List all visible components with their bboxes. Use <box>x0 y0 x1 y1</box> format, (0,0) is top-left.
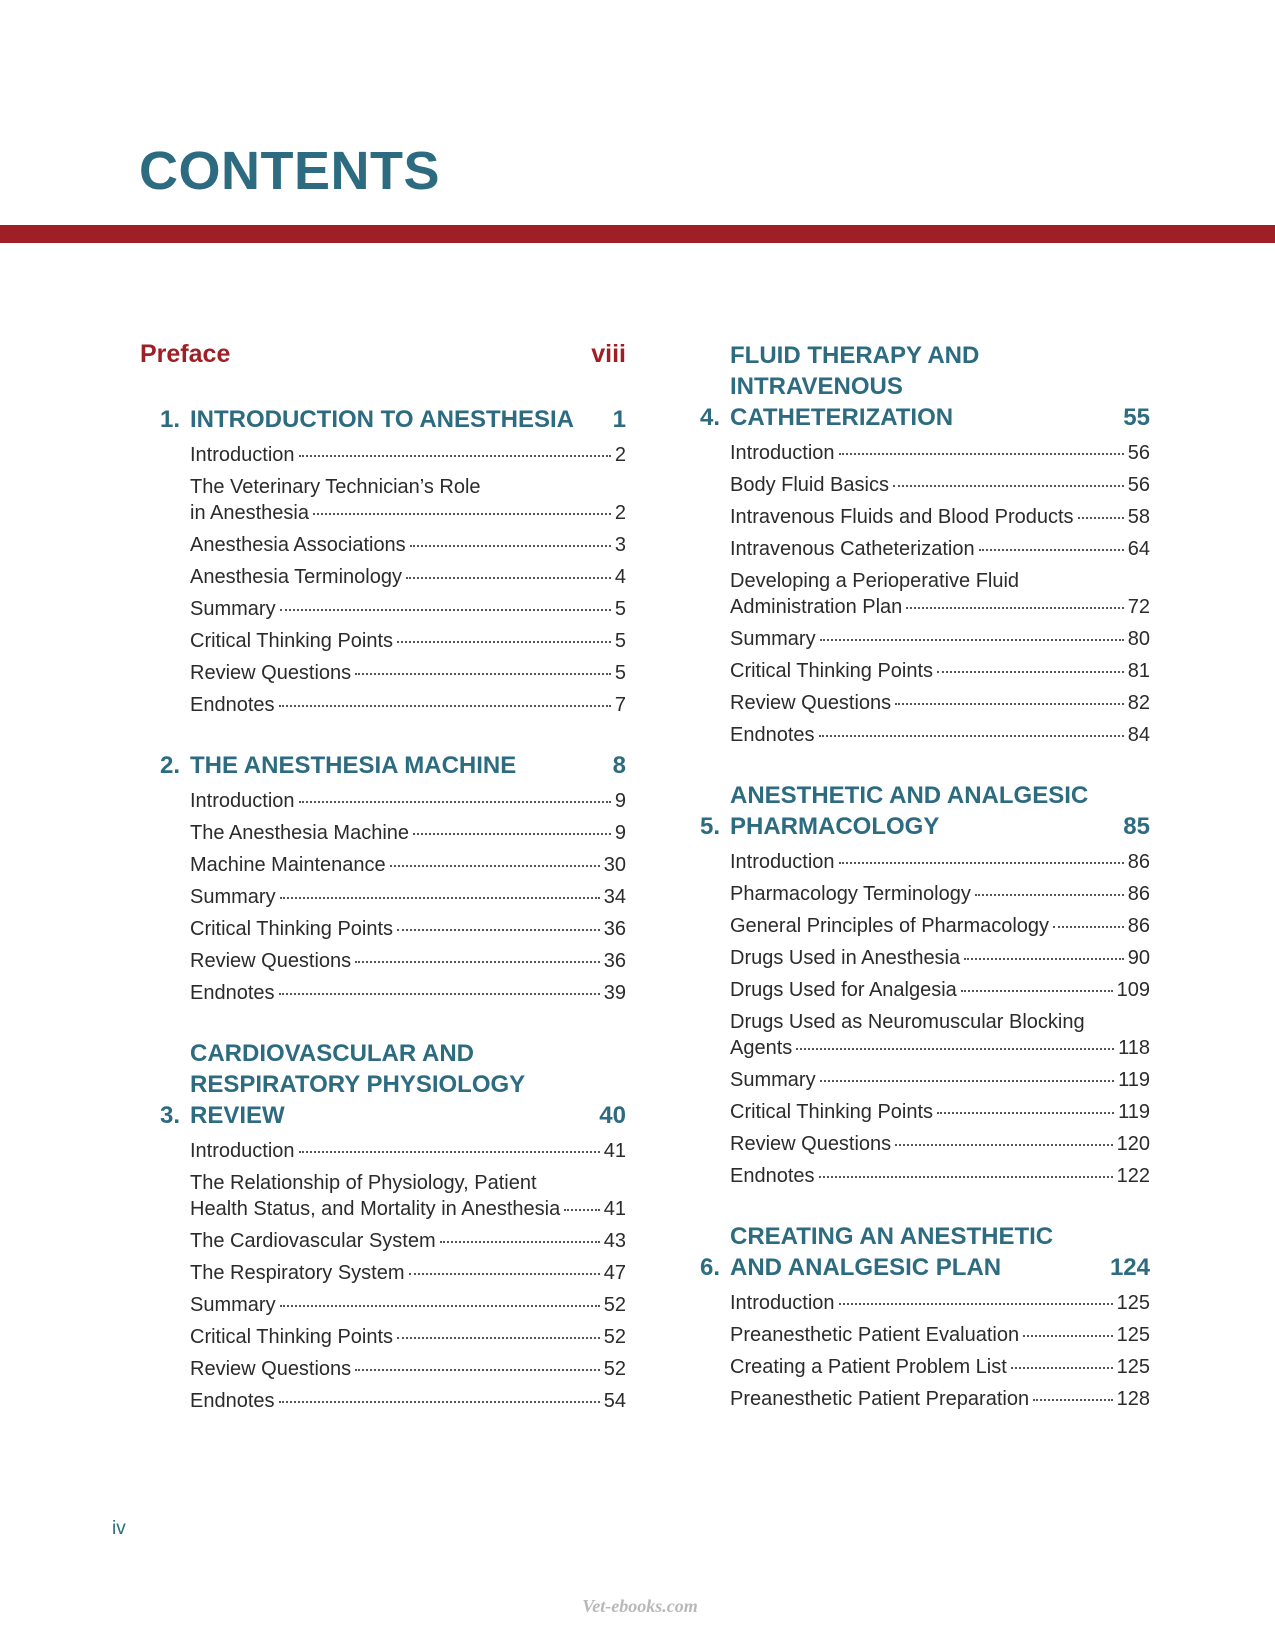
toc-entry[interactable] <box>730 879 1150 911</box>
dot-leader <box>906 607 1123 609</box>
chapter-title <box>190 1038 591 1131</box>
toc-entry[interactable] <box>190 914 626 946</box>
dot-leader <box>979 549 1124 551</box>
toc-entry[interactable] <box>190 1168 626 1226</box>
entry-page-number: 119 <box>1118 1069 1150 1091</box>
preface-label: Preface <box>140 340 231 368</box>
dot-leader <box>819 1176 1113 1178</box>
entry-line <box>190 596 626 622</box>
toc-entry[interactable] <box>730 911 1150 943</box>
entry-page-number: 52 <box>603 1326 626 1348</box>
chapter-title-line: ANESTHETIC AND ANALGESIC <box>730 782 1089 809</box>
entry-line <box>190 1228 626 1254</box>
entry-page-number: 81 <box>1127 660 1150 682</box>
entry-label: The Respiratory System <box>190 1262 405 1284</box>
entry-line <box>190 788 626 814</box>
entry-label: Critical Thinking Points <box>730 660 934 682</box>
entry-label: Administration Plan <box>730 596 903 618</box>
entry-label: Creating a Patient Problem List <box>730 1356 1007 1378</box>
entry-label: Critical Thinking Points <box>730 1101 934 1123</box>
entry-label: Critical Thinking Points <box>190 1326 394 1348</box>
entry-label: Critical Thinking Points <box>190 630 394 652</box>
entry-line <box>190 980 626 1006</box>
entry-label: Drugs Used in Anesthesia <box>730 947 961 969</box>
toc-entry[interactable] <box>190 690 626 722</box>
dot-leader <box>390 865 600 867</box>
entry-line <box>730 881 1150 907</box>
dot-leader <box>1011 1367 1113 1369</box>
toc-entry[interactable] <box>730 1384 1150 1416</box>
page-title: CONTENTS <box>139 141 440 201</box>
dot-leader <box>964 958 1124 960</box>
chapter-entries <box>730 847 1150 1193</box>
toc-entry[interactable] <box>190 786 626 818</box>
entry-page-number: 36 <box>603 950 626 972</box>
chapter-heading[interactable] <box>680 780 1150 842</box>
dot-leader <box>796 1048 1114 1050</box>
toc-entry[interactable] <box>190 882 626 914</box>
toc-entry[interactable] <box>730 1065 1150 1097</box>
entry-page-number: 3 <box>614 534 626 556</box>
dot-leader <box>975 894 1124 896</box>
dot-leader <box>397 1337 600 1339</box>
entry-page-number: 86 <box>1127 915 1150 937</box>
entry-line <box>190 500 626 526</box>
dot-leader <box>1033 1399 1113 1401</box>
dot-leader <box>819 735 1124 737</box>
dot-leader <box>413 833 611 835</box>
entry-page-number: 4 <box>614 566 626 588</box>
toc-entry[interactable] <box>190 978 626 1010</box>
entry-label: Endnotes <box>190 1390 275 1412</box>
toc-entry[interactable] <box>190 626 626 658</box>
entry-page-number: 36 <box>603 918 626 940</box>
entry-page-number: 5 <box>614 598 626 620</box>
entry-page-number: 58 <box>1127 506 1150 528</box>
toc-entry[interactable] <box>190 1322 626 1354</box>
entry-page-number: 72 <box>1127 596 1150 618</box>
dot-leader <box>313 513 611 515</box>
dot-leader <box>299 455 611 457</box>
entry-label: The Cardiovascular System <box>190 1230 436 1252</box>
dot-leader <box>410 545 611 547</box>
chapter-title: INTRODUCTION TO ANESTHESIA <box>190 406 575 433</box>
entry-label: General Principles of Pharmacology <box>730 915 1050 937</box>
entry-label: Summary <box>190 1294 276 1316</box>
chapter-entries <box>730 438 1150 752</box>
entry-page-number: 52 <box>603 1358 626 1380</box>
entry-label: Anesthesia Terminology <box>190 566 402 588</box>
entry-page-number: 122 <box>1116 1165 1150 1187</box>
entry-page-number: 128 <box>1116 1388 1150 1410</box>
toc-entry[interactable] <box>190 530 626 562</box>
entry-page-number: 34 <box>603 886 626 908</box>
toc-entry[interactable] <box>730 470 1150 502</box>
entry-label: Anesthesia Associations <box>190 534 406 556</box>
entry-page-number: 41 <box>603 1140 626 1162</box>
toc-entry[interactable] <box>190 440 626 472</box>
entry-line <box>190 916 626 942</box>
entry-line <box>190 1324 626 1350</box>
chapter-section <box>680 780 1150 1193</box>
entry-line <box>190 852 626 878</box>
toc-column-right <box>680 340 1150 1416</box>
toc-column-left <box>140 340 626 1418</box>
dot-leader <box>937 671 1124 673</box>
entry-line <box>190 532 626 558</box>
dot-leader <box>409 1273 600 1275</box>
dot-leader <box>397 929 600 931</box>
chapter-number: 3. <box>159 1102 180 1129</box>
dot-leader <box>440 1241 600 1243</box>
toc-entry[interactable] <box>730 720 1150 752</box>
entry-page-number: 43 <box>603 1230 626 1252</box>
toc-entry[interactable] <box>190 1290 626 1322</box>
entry-page-number: 86 <box>1127 883 1150 905</box>
toc-entry[interactable] <box>730 847 1150 879</box>
dot-leader <box>937 1112 1114 1114</box>
entry-line <box>730 594 1150 620</box>
preface-page: viii <box>591 340 626 368</box>
dot-leader <box>279 993 600 995</box>
toc-entry[interactable] <box>730 1288 1150 1320</box>
chapter-page-number: 8 <box>612 752 626 779</box>
chapter-heading[interactable] <box>680 1221 1150 1283</box>
dot-leader <box>893 485 1124 487</box>
dot-leader <box>1023 1335 1113 1337</box>
chapter-number: 6. <box>699 1254 720 1281</box>
entry-line <box>190 884 626 910</box>
chapter-page-number: 124 <box>1109 1254 1150 1281</box>
entry-line <box>730 1099 1150 1125</box>
chapter-section <box>680 1221 1150 1416</box>
entry-line <box>730 913 1150 939</box>
entry-label: Endnotes <box>730 724 815 746</box>
toc-entry[interactable] <box>730 943 1150 975</box>
entry-page-number: 64 <box>1127 538 1150 560</box>
entry-label: Health Status, and Mortality in Anesthesia <box>190 1198 561 1220</box>
entry-page-number: 52 <box>603 1294 626 1316</box>
entry-line <box>730 849 1150 875</box>
entry-line <box>730 1354 1150 1380</box>
entry-page-number: 120 <box>1116 1133 1150 1155</box>
entry-label: Summary <box>190 886 276 908</box>
dot-leader <box>279 705 611 707</box>
chapter-title-line: PHARMACOLOGY <box>730 813 940 840</box>
entry-label-first-line: The Relationship of Physiology, Patient <box>190 1172 537 1194</box>
entry-line <box>190 692 626 718</box>
chapter-title-line: FLUID THERAPY AND INTRAVENOUS <box>730 342 980 400</box>
entry-page-number: 9 <box>614 790 626 812</box>
entry-page-number: 5 <box>614 630 626 652</box>
entry-label: Introduction <box>730 442 835 464</box>
chapter-section <box>140 750 626 1010</box>
toc-entry[interactable] <box>730 975 1150 1007</box>
chapter-title-line: RESPIRATORY PHYSIOLOGY REVIEW <box>190 1071 525 1129</box>
chapter-entries <box>190 786 626 1010</box>
entry-label: Introduction <box>190 1140 295 1162</box>
dot-leader <box>355 673 611 675</box>
entry-line <box>190 442 626 468</box>
chapter-entries <box>190 1136 626 1418</box>
dot-leader <box>355 1369 600 1371</box>
toc-entry[interactable] <box>190 1386 626 1418</box>
toc-entry[interactable] <box>190 472 626 530</box>
entry-page-number: 47 <box>603 1262 626 1284</box>
entry-label: Introduction <box>190 444 295 466</box>
dot-leader <box>280 1305 600 1307</box>
dot-leader <box>279 1401 600 1403</box>
chapter-title-line: AND ANALGESIC PLAN <box>730 1254 1002 1281</box>
entry-label: Preanesthetic Patient Preparation <box>730 1388 1030 1410</box>
chapter-page-number: 85 <box>1123 813 1150 840</box>
entry-line <box>190 660 626 686</box>
entry-label: Review Questions <box>190 662 352 684</box>
entry-label: Endnotes <box>190 694 275 716</box>
entry-line <box>190 948 626 974</box>
toc-entry[interactable] <box>730 688 1150 720</box>
chapter-number: 4. <box>699 404 720 431</box>
entry-page-number: 90 <box>1127 947 1150 969</box>
entry-label: Intravenous Catheterization <box>730 538 975 560</box>
entry-line <box>190 820 626 846</box>
chapter-title <box>730 340 1115 433</box>
entry-line <box>730 440 1150 466</box>
chapter-heading[interactable] <box>140 1038 626 1131</box>
chapter-number: 5. <box>699 813 720 840</box>
toc-entry[interactable] <box>730 1352 1150 1384</box>
toc-entry[interactable] <box>730 566 1150 624</box>
entry-page-number: 86 <box>1127 851 1150 873</box>
entry-label: Machine Maintenance <box>190 854 386 876</box>
entry-line <box>730 1290 1150 1316</box>
toc-entry[interactable] <box>190 850 626 882</box>
entry-page-number: 109 <box>1116 979 1150 1001</box>
chapter-section <box>140 1038 626 1418</box>
dot-leader <box>820 1080 1115 1082</box>
entry-label: Pharmacology Terminology <box>730 883 971 905</box>
dot-leader <box>961 990 1113 992</box>
toc-entry[interactable] <box>190 946 626 978</box>
entry-line <box>730 1163 1150 1189</box>
entry-page-number: 54 <box>603 1390 626 1412</box>
dot-leader <box>839 453 1124 455</box>
watermark-logo: Vet-ebooks.com <box>582 1596 698 1616</box>
toc-entry[interactable] <box>730 1161 1150 1193</box>
chapter-title-line: CARDIOVASCULAR AND <box>190 1040 474 1067</box>
entry-label: in Anesthesia <box>190 502 309 524</box>
entry-line <box>730 658 1150 684</box>
chapter-section <box>140 404 626 722</box>
entry-label-first-line: Developing a Perioperative Fluid <box>730 570 1020 592</box>
entry-line <box>190 628 626 654</box>
entry-line <box>730 1131 1150 1157</box>
entry-page-number: 7 <box>614 694 626 716</box>
entry-label: Introduction <box>730 851 835 873</box>
chapter-page-number: 40 <box>599 1102 626 1129</box>
entry-page-number: 82 <box>1127 692 1150 714</box>
entry-label: Summary <box>730 1069 816 1091</box>
toc-entry[interactable] <box>730 438 1150 470</box>
entry-label: Body Fluid Basics <box>730 474 889 496</box>
toc-entry[interactable] <box>190 1136 626 1168</box>
entry-label: Summary <box>730 628 816 650</box>
entry-label: Introduction <box>190 790 295 812</box>
toc-entry[interactable] <box>190 818 626 850</box>
chapter-title: THE ANESTHESIA MACHINE <box>190 752 517 779</box>
preface-entry[interactable] <box>140 340 626 376</box>
entry-line <box>730 1322 1150 1348</box>
entry-line <box>190 1260 626 1286</box>
entry-page-number: 9 <box>614 822 626 844</box>
entry-label: Preanesthetic Patient Evaluation <box>730 1324 1020 1346</box>
chapter-page-number: 55 <box>1123 404 1150 431</box>
entry-line <box>730 1035 1150 1061</box>
entry-page-number: 125 <box>1116 1356 1150 1378</box>
dot-leader <box>1053 926 1124 928</box>
toc-entry[interactable] <box>730 502 1150 534</box>
entry-label: Endnotes <box>190 982 275 1004</box>
dot-leader <box>839 862 1124 864</box>
chapter-entries <box>730 1288 1150 1416</box>
entry-line <box>730 722 1150 748</box>
entry-page-number: 56 <box>1127 442 1150 464</box>
entry-page-number: 30 <box>603 854 626 876</box>
dot-leader <box>820 639 1124 641</box>
entry-line <box>730 690 1150 716</box>
toc-entry[interactable] <box>730 624 1150 656</box>
toc-entry[interactable] <box>730 1007 1150 1065</box>
dot-leader <box>406 577 611 579</box>
dot-leader <box>1078 517 1124 519</box>
dot-leader <box>280 609 611 611</box>
entry-label: Summary <box>190 598 276 620</box>
entry-page-number: 39 <box>603 982 626 1004</box>
chapter-title-line: CREATING AN ANESTHETIC <box>730 1223 1054 1250</box>
entry-page-number: 5 <box>614 662 626 684</box>
chapter-page-number: 1 <box>612 406 626 433</box>
dot-leader <box>895 703 1124 705</box>
toc-entry[interactable] <box>730 534 1150 566</box>
dot-leader <box>397 641 611 643</box>
dot-leader <box>299 801 611 803</box>
entry-label: Review Questions <box>730 692 892 714</box>
entry-label: The Anesthesia Machine <box>190 822 410 844</box>
chapter-title-line: CATHETERIZATION <box>730 404 954 431</box>
toc-entry[interactable] <box>190 1354 626 1386</box>
entry-page-number: 41 <box>603 1198 626 1220</box>
entry-page-number: 80 <box>1127 628 1150 650</box>
entry-label: Critical Thinking Points <box>190 918 394 940</box>
dot-leader <box>280 897 600 899</box>
entry-label-first-line: The Veterinary Technician’s Role <box>190 476 481 498</box>
entry-label-first-line: Drugs Used as Neuromuscular Blocking <box>730 1011 1085 1033</box>
entry-line <box>730 472 1150 498</box>
toc-entry[interactable] <box>730 1129 1150 1161</box>
entry-label: Endnotes <box>730 1165 815 1187</box>
dot-leader <box>839 1303 1113 1305</box>
entry-line <box>190 1196 626 1222</box>
chapter-number: 1. <box>159 406 180 433</box>
dot-leader <box>299 1151 600 1153</box>
entry-label: Agents <box>730 1037 793 1059</box>
entry-line <box>190 1292 626 1318</box>
entry-line <box>730 536 1150 562</box>
dot-leader <box>895 1144 1112 1146</box>
entry-line <box>730 945 1150 971</box>
chapter-number: 2. <box>159 752 180 779</box>
toc-entry[interactable] <box>190 658 626 690</box>
entry-label: Intravenous Fluids and Blood Products <box>730 506 1074 528</box>
entry-page-number: 84 <box>1127 724 1150 746</box>
chapter-section <box>680 340 1150 752</box>
entry-page-number: 2 <box>614 502 626 524</box>
chapter-heading[interactable] <box>140 750 626 781</box>
header-rule <box>0 225 1275 243</box>
toc-entry[interactable] <box>190 562 626 594</box>
chapter-heading[interactable] <box>680 340 1150 433</box>
entry-page-number: 125 <box>1116 1292 1150 1314</box>
entry-page-number: 125 <box>1116 1324 1150 1346</box>
entry-label: Review Questions <box>190 1358 352 1380</box>
toc-entry[interactable] <box>730 1320 1150 1352</box>
entry-line <box>190 1356 626 1382</box>
entry-line <box>730 626 1150 652</box>
entry-label: Drugs Used for Analgesia <box>730 979 957 1001</box>
chapter-title <box>730 1221 1102 1283</box>
dot-leader <box>564 1209 600 1211</box>
entry-line <box>730 977 1150 1003</box>
dot-leader <box>355 961 600 963</box>
chapter-entries <box>190 440 626 722</box>
entry-line <box>190 1388 626 1414</box>
entry-label: Review Questions <box>730 1133 892 1155</box>
entry-page-number: 119 <box>1118 1101 1150 1123</box>
entry-line <box>190 564 626 590</box>
chapter-title <box>730 780 1115 842</box>
toc-entry[interactable] <box>190 594 626 626</box>
entry-line <box>190 1138 626 1164</box>
entry-page-number: 56 <box>1127 474 1150 496</box>
entry-line <box>730 504 1150 530</box>
toc-entry[interactable] <box>730 656 1150 688</box>
entry-page-number: 2 <box>614 444 626 466</box>
page-number: iv <box>112 1518 126 1539</box>
entry-page-number: 118 <box>1118 1037 1150 1059</box>
chapter-heading[interactable] <box>140 404 626 435</box>
entry-label: Introduction <box>730 1292 835 1314</box>
toc-entry[interactable] <box>730 1097 1150 1129</box>
toc-entry[interactable] <box>190 1258 626 1290</box>
entry-line <box>730 1386 1150 1412</box>
entry-line <box>730 1067 1150 1093</box>
toc-entry[interactable] <box>190 1226 626 1258</box>
entry-label: Review Questions <box>190 950 352 972</box>
